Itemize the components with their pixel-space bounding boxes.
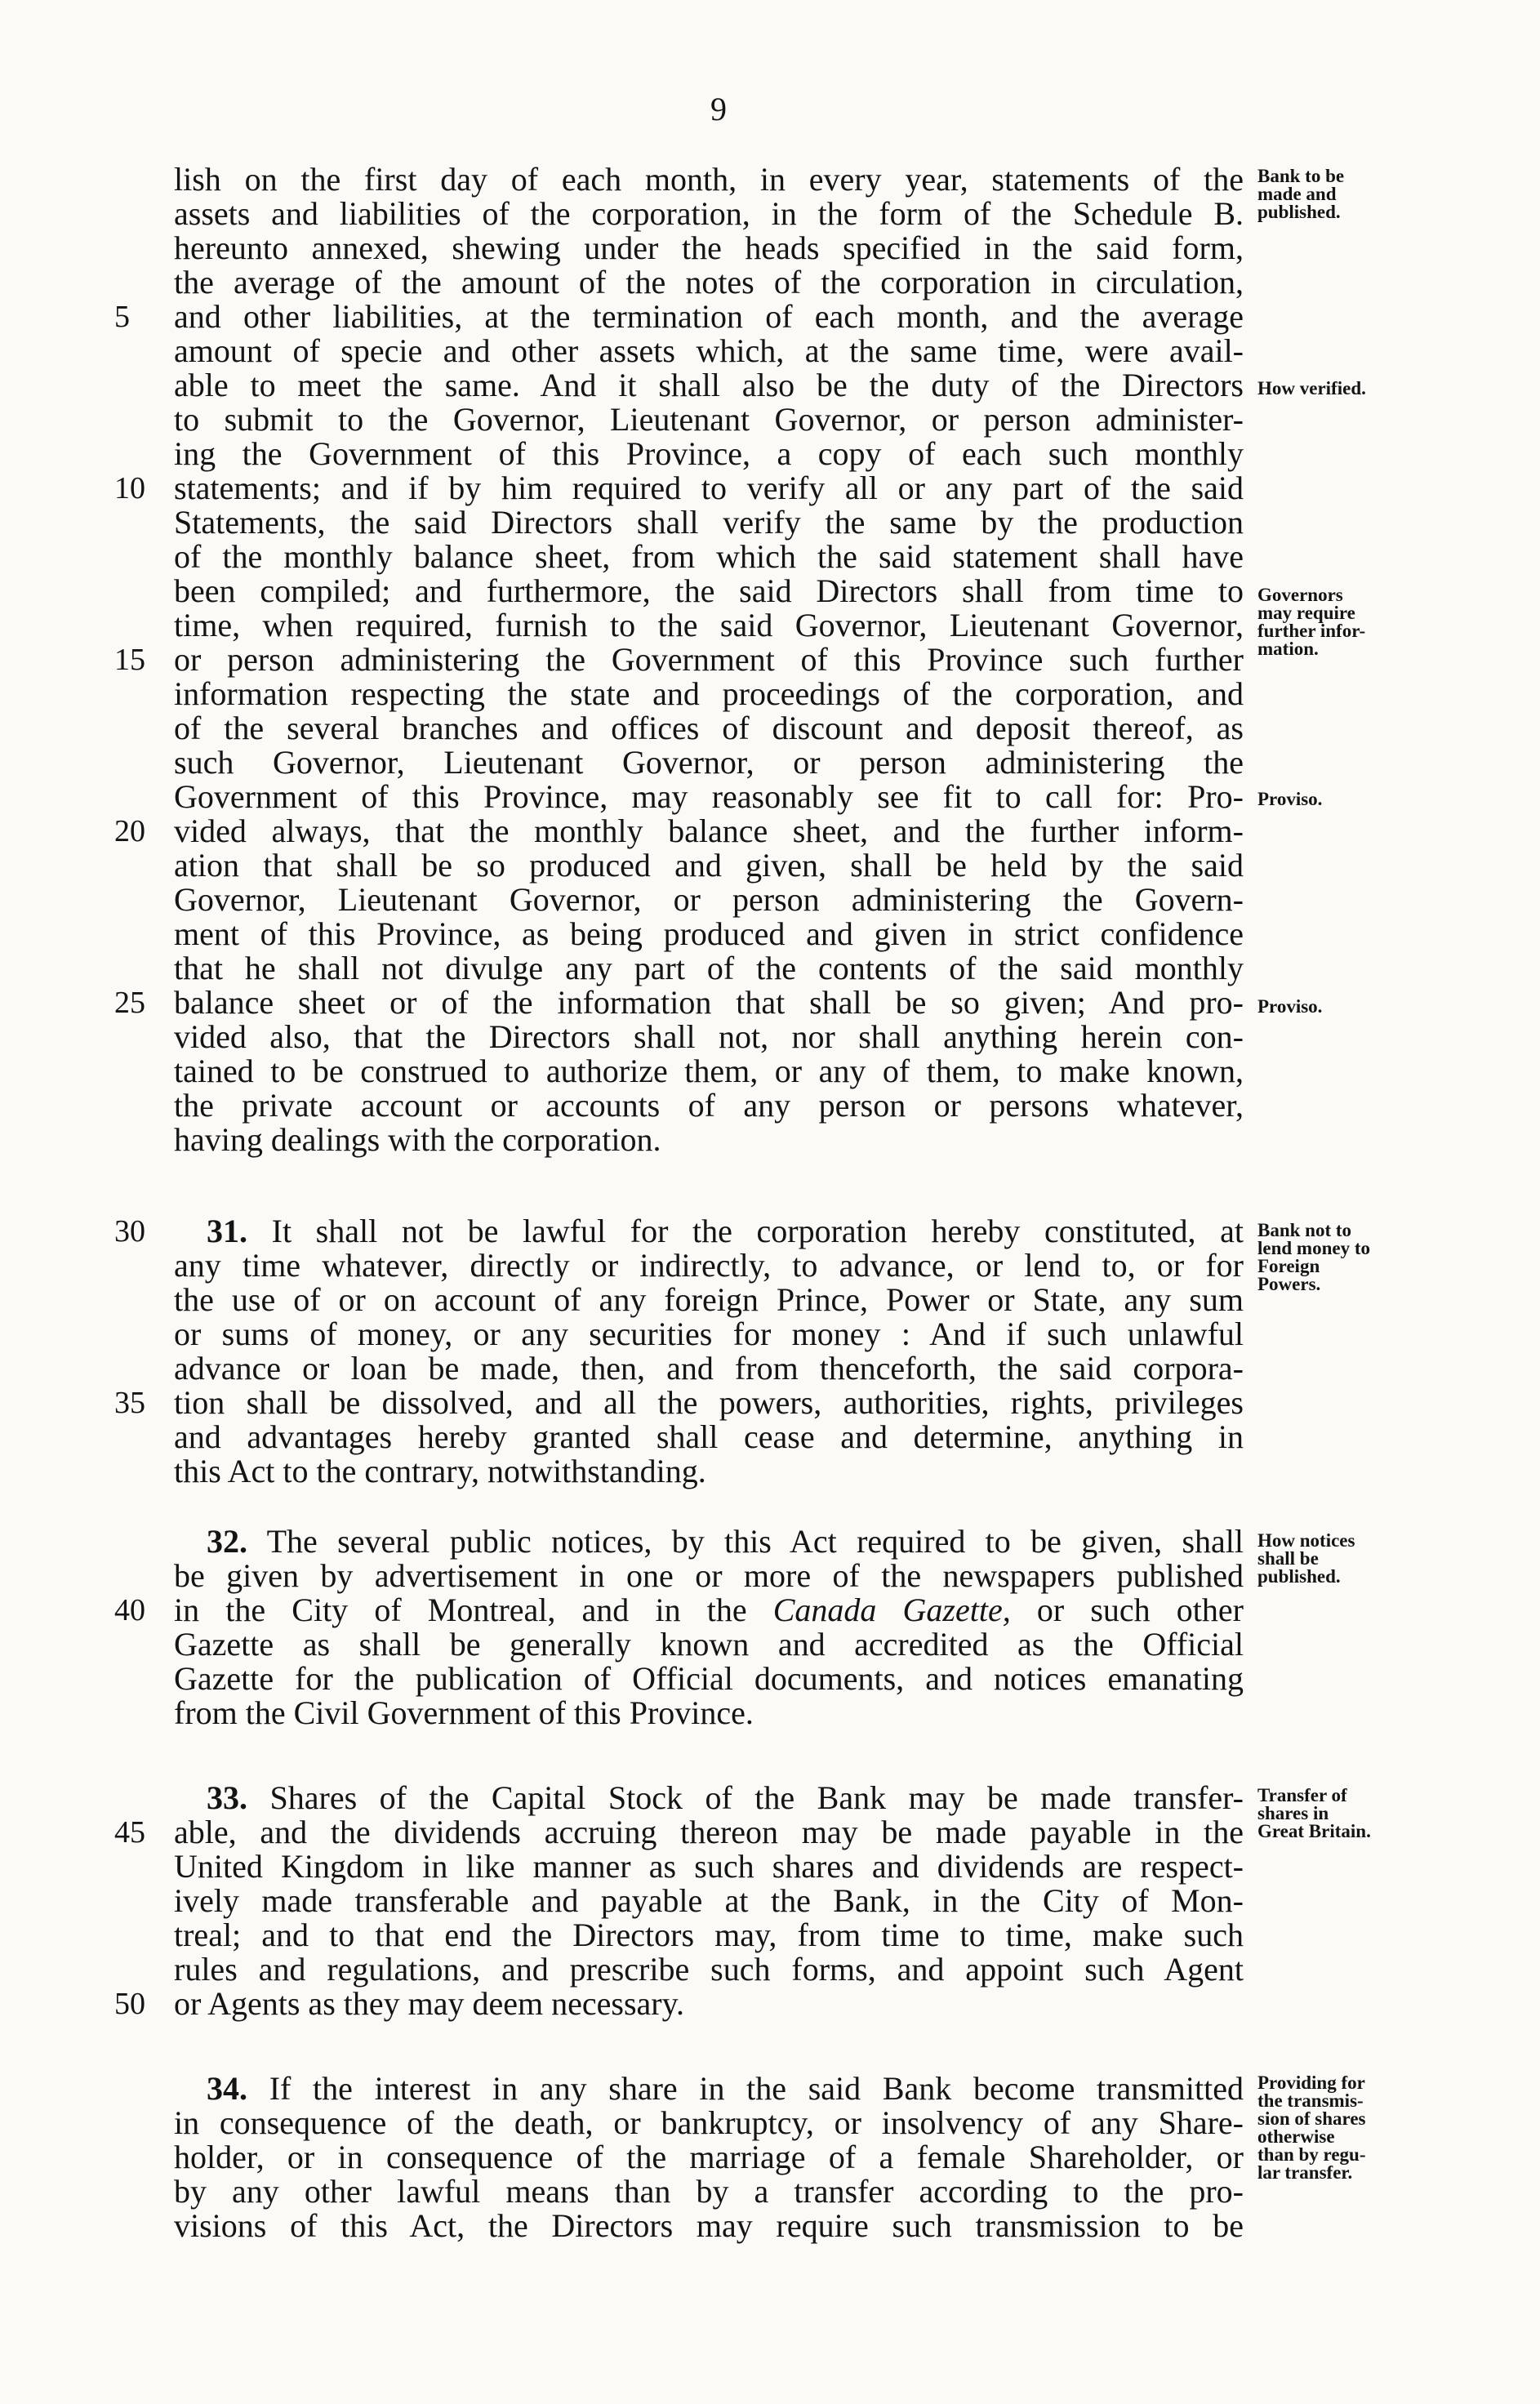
body-line: advance or loan be made, then, and from thenceforth, the said corpora- [174, 1350, 1244, 1387]
margin-note: Proviso. [1257, 996, 1323, 1017]
line-number: 40 [114, 1593, 145, 1627]
section-33-first-line [207, 1779, 1244, 1816]
body-line: this Act to the contrary, notwithstanding. [174, 1453, 706, 1489]
margin-note: Bank not to lend money to Foreign Powers. [1257, 1220, 1370, 1294]
body-line: in consequence of the death, or bankruptcy, or insolvency of any Share- [174, 2104, 1244, 2141]
body-line: tained to be construed to authorize them, or any of them, to make known, [174, 1053, 1244, 1089]
body-text: in the City of Montreal, and in the [174, 1592, 773, 1628]
body-line: ively made transferable and payable at the Bank, in the City of Mon- [174, 1882, 1244, 1919]
body-line: been compiled; and furthermore, the said Directors shall from time to [174, 572, 1244, 609]
body-line: tion shall be dissolved, and all the powers, authorities, rights, privileges [174, 1384, 1244, 1421]
body-line: ing the Government of this Province, a copy of each such monthly [174, 435, 1244, 472]
body-line: lish on the first day of each month, in every year, statements of the [174, 161, 1244, 198]
body-line: any time whatever, directly or indirectly, to advance, or lend to, or for [174, 1247, 1244, 1284]
body-line: treal; and to that end the Directors may, from time to time, make such [174, 1917, 1244, 1953]
body-text: It shall not be lawful for the corporation hereby constituted, at [271, 1213, 1244, 1249]
margin-note: How verified. [1257, 378, 1366, 398]
body-line: ation that shall be so produced and given, shall be held by the said [174, 847, 1244, 884]
body-line: or sums of money, or any securities for money : And if such unlawful [174, 1316, 1244, 1352]
body-line: or person administering the Government of this Province such further [174, 641, 1244, 678]
line-number: 30 [114, 1214, 145, 1249]
body-line: the use of or on account of any foreign Prince, Power or State, any sum [174, 1281, 1244, 1318]
body-line: that he shall not divulge any part of the contents of the said monthly [174, 950, 1244, 986]
margin-note: Bank to be made and published. [1257, 166, 1345, 222]
line-number: 50 [114, 1987, 145, 2021]
body-line: of the several branches and offices of discount and deposit thereof, as [174, 710, 1244, 746]
section-34-first-line [207, 2072, 1244, 2107]
section-32-first-line [207, 1525, 1244, 1560]
body-line: by any other lawful means than by a transfer according to the pro- [174, 2173, 1244, 2210]
body-line: the average of the amount of the notes of the corporation in circulation, [174, 264, 1244, 300]
body-line: ment of this Province, as being produced and given in strict confidence [174, 915, 1244, 952]
body-line: from the Civil Government of this Province. [174, 1694, 754, 1731]
margin-note: Governors may require further infor- mation. [1257, 585, 1366, 659]
body-line: and advantages hereby granted shall cease and determine, anything in [174, 1418, 1244, 1455]
italic-title: Canada Gazette, [772, 1592, 1011, 1628]
line-number: 10 [114, 471, 145, 505]
section-number: 34. [207, 2070, 247, 2107]
body-line: balance sheet or of the information that shall be so given; And pro- [174, 984, 1244, 1021]
body-text: The several public notices, by this Act required to be given, shall [266, 1523, 1244, 1560]
body-line: holder, or in consequence of the marriage of a female Shareholder, or [174, 2139, 1244, 2175]
body-line: to submit to the Governor, Lieutenant Governor, or person administer- [174, 401, 1244, 438]
body-line: such Governor, Lieutenant Governor, or person administering the [174, 744, 1244, 781]
section-number: 32. [207, 1523, 247, 1560]
body-text: If the interest in any share in the said Bank become transmitted [269, 2070, 1244, 2107]
body-line: rules and regulations, and prescribe such forms, and appoint such Agent [174, 1951, 1244, 1988]
body-line: visions of this Act, the Directors may require such transmission to be [174, 2207, 1244, 2244]
page-number: 9 [710, 91, 727, 127]
body-line: information respecting the state and proceedings of the corporation, and [174, 675, 1244, 712]
body-line: assets and liabilities of the corporation, in the form of the Schedule B. [174, 195, 1244, 232]
body-line: Gazette as shall be generally known and accredited as the Official [174, 1626, 1244, 1663]
body-line: statements; and if by him required to verify all or any part of the said [174, 470, 1244, 506]
line-number: 45 [114, 1815, 145, 1850]
line-number: 20 [114, 814, 145, 848]
margin-note: Providing for the transmis- sion of shares otherwise than by regu- lar transfer. [1257, 2072, 1366, 2183]
body-line: amount of specie and other assets which, at the same time, were avail- [174, 332, 1244, 369]
body-line: Statements, the said Directors shall verify the same by the production [174, 504, 1244, 541]
body-line: be given by advertisement in one or more of the newspapers published [174, 1557, 1244, 1594]
body-line: time, when required, furnish to the said Governor, Lieutenant Governor, [174, 607, 1244, 643]
body-line: able to meet the same. And it shall also be the duty of the Directors [174, 367, 1244, 403]
body-line: Governor, Lieutenant Governor, or person administering the Govern- [174, 881, 1244, 918]
body-line: hereunto annexed, shewing under the heads specified in the said form, [174, 229, 1244, 266]
body-line: able, and the dividends accruing thereon may be made payable in the [174, 1814, 1244, 1850]
section-number: 31. [207, 1213, 247, 1249]
line-number: 35 [114, 1386, 145, 1420]
section-number: 33. [207, 1779, 247, 1816]
section-32-line-3 [174, 1594, 1244, 1628]
line-number: 5 [114, 300, 130, 334]
body-line: or Agents as they may deem necessary. [174, 1985, 684, 2022]
body-line: United Kingdom in like manner as such shares and dividends are respect- [174, 1848, 1244, 1885]
body-line: Government of this Province, may reasonably see fit to call for: Pro- [174, 778, 1244, 815]
section-31-first-line [207, 1215, 1244, 1249]
body-line: vided always, that the monthly balance sheet, and the further inform- [174, 812, 1244, 849]
body-text: or such other [1010, 1592, 1244, 1628]
body-line: Gazette for the publication of Official documents, and notices emanating [174, 1660, 1244, 1697]
body-text: Shares of the Capital Stock of the Bank may be made transfer- [269, 1779, 1244, 1816]
line-number: 25 [114, 986, 145, 1020]
body-line: having dealings with the corporation. [174, 1121, 661, 1158]
body-line: vided also, that the Directors shall not, nor shall anything herein con- [174, 1018, 1244, 1055]
line-number: 15 [114, 643, 145, 677]
body-line: of the monthly balance sheet, from which the said statement shall have [174, 538, 1244, 575]
margin-note: Proviso. [1257, 789, 1323, 809]
body-line: the private account or accounts of any person or persons whatever, [174, 1087, 1244, 1124]
margin-note: Transfer of shares in Great Britain. [1257, 1785, 1371, 1841]
body-line: and other liabilities, at the termination of each month, and the average [174, 298, 1244, 335]
margin-note: How notices shall be published. [1257, 1530, 1355, 1587]
